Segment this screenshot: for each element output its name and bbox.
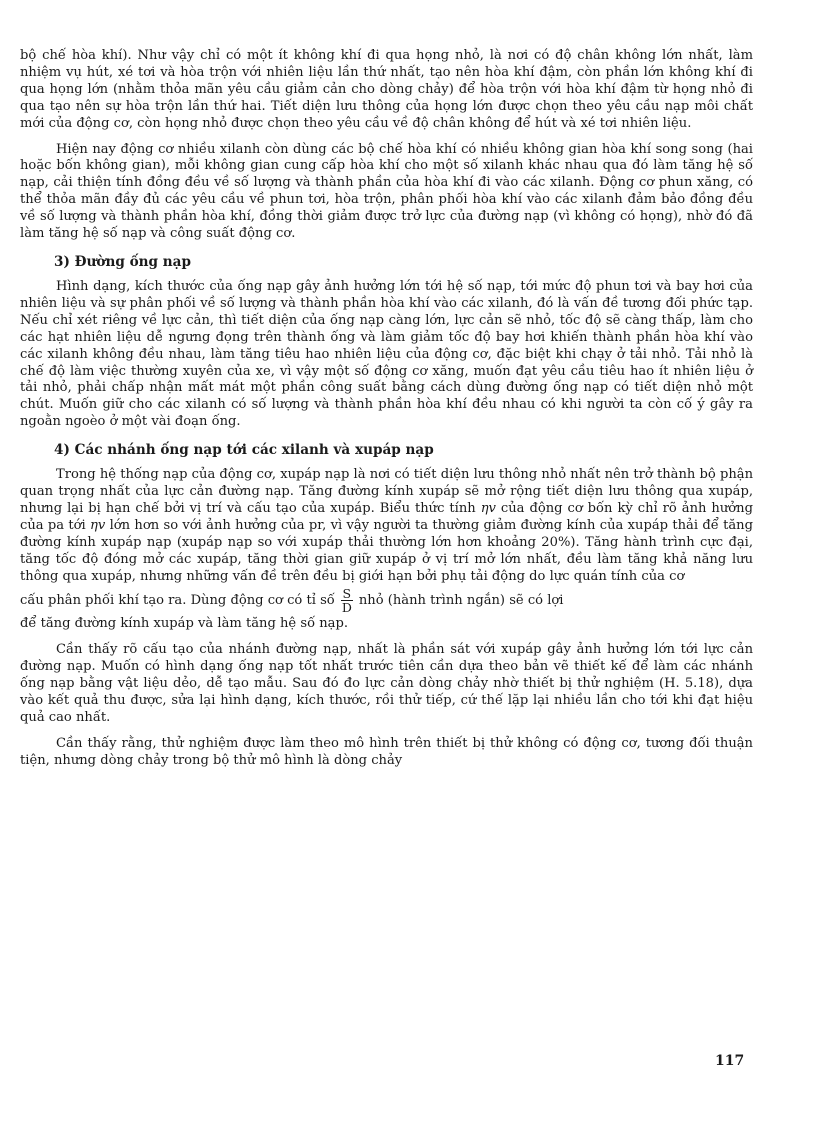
paragraph-valve-conclusion: để tăng đường kính xupáp và làm tăng hệ số nạp.: [20, 616, 349, 632]
text-run: cấu phân phối khí tạo ra. Dùng động cơ có tỉ số: [20, 592, 335, 608]
page-number: 117: [715, 1053, 745, 1069]
paragraph-intake-valve: [20, 467, 753, 585]
eta-v-symbol: ηv: [480, 500, 496, 516]
section-heading-intake-branches: 4) Các nhánh ống nạp tới các xilanh và xupáp nạp: [54, 442, 434, 459]
paragraph-carburetor-venturi: bộ chế hòa khí). Như vậy chỉ có một ít không khí đi qua họng nhỏ, là nơi có độ chân không lớn nhất, làm nhiệm vụ hút, xé tơi và hòa trộn với nhiên liệu lần thứ nhất, tạo nên hòa khí đậm, còn phần lớn không khí đi qua họng lớn (nhằm thỏa mãn yêu cầu giảm cản cho dòng chảy) để hòa trộn với hòa khí đậm từ họng nhỏ đi qua tạo nên sự hòa trộn lần thứ hai. Tiết diện lưu thông của họng lớn được chọn theo yêu cầu nạp môi chất mới của động cơ, còn họng nhỏ được chọn theo yêu cầu về độ chân không để hút và xé tơi nhiên liệu.: [20, 48, 753, 131]
paragraph-model-testing: Cần thấy rằng, thử nghiệm được làm theo mô hình trên thiết bị thử không có động cơ, tương đối thuận tiện, nhưng dòng chảy trong bộ thử mô hình là dòng chảy: [20, 735, 753, 768]
text-run: lớn hơn so với ảnh hưởng của pr, vì vậy người ta thường giảm đường kính của xupáp thải để tăng đường kính xupáp nạp (xupáp nạp so với xupáp thải thường lớn hơn khoảng 20%). Tăng hành trình cực đại, tăng tốc độ đóng mở các xupáp, tăng thời gian giữ xupáp ở vị trí mở lớn nhất, đều làm tăng khả năng lưu thông qua xupáp, nhưng những vấn đề trên đều bị giới hạn bởi phụ tải động do lực quán tính của cơ: [20, 517, 753, 584]
fraction-numerator: S: [342, 586, 352, 602]
eta-v-symbol: ηv: [90, 517, 106, 533]
fraction-denominator: D: [341, 600, 352, 616]
text-run: nhỏ (hành trình ngắn) sẽ có lợi: [358, 592, 564, 608]
document-page: [20, 48, 753, 770]
paragraph-branch-shape: Cần thấy rõ cấu tạo của nhánh đường nạp, nhất là phần sát với xupáp gây ảnh hưởng lớn tới lực cản đường nạp. Muốn có hình dạng ống nạp tốt nhất trước tiên cần dựa theo bản vẽ thiết kế để làm các nhánh ống nạp bằng vật liệu dẻo, dễ tạo mẫu. Sau đó đo lực cản dòng chảy nhờ thiết bị thử nghiệm (H. 5.18), dựa vào kết quả thu được, sửa lại hình dạng, kích thước, rồi thử tiếp, cứ thế lặp lại nhiều lần cho tới khi đạt hiệu quả cao nhất.: [20, 642, 753, 725]
section-heading-intake-pipe: 3) Đường ống nạp: [54, 253, 191, 270]
paragraph-intake-pipe: Hình dạng, kích thước của ống nạp gây ảnh hưởng lớn tới hệ số nạp, tới mức độ phun tơi và bay hơi của nhiên liệu và sự phân phối về số lượng và thành phần hòa khí vào các xilanh, đó là vấn đề tương đối phức tạp. Nếu chỉ xét riêng về lực cản, thì tiết diện của ống nạp càng lớn, lực cản sẽ nhỏ, tốc độ sẽ càng thấp, làm cho các hạt nhiên liệu dễ ngưng đọng trên thành ống và làm giảm tốc độ bay hơi khiến thành phần hòa khí vào các xilanh không đều nhau, làm tăng tiêu hao nhiên liệu của động cơ, đặc biệt khi chạy ở tải nhỏ. Tải nhỏ là chế độ làm việc thường xuyên của xe, vì vậy một số động cơ xăng, muốn đạt yêu cầu tiêu hao ít nhiên liệu ở tải nhỏ, phải chấp nhận mất mát một phần công suất bằng cách dùng đường ống nạp có tiết diện nhỏ một chút. Muốn giữ cho các xilanh có số lượng và thành phần hòa khí đều nhau có khi người ta còn cố ý gây ra ngoằn ngoèo ở một vài đoạn ống.: [20, 278, 753, 430]
stroke-bore-fraction: [340, 587, 354, 614]
text-run: Trong hệ thống nạp của động cơ, xupáp nạp là nơi có tiết diện lưu thông nhỏ nhất nên trở thành bộ phận quan trọng nhất của lực cản đường nạp. Tăng đường kính xupáp sẽ mở rộng tiết diện lưu thông qua xupáp, nhưng lại bị hạn chế bởi vị trí và cấu tạo của xupáp. Biểu thức tính: [20, 467, 753, 516]
stroke-bore-ratio-line: [20, 587, 753, 614]
paragraph-multi-barrel: Hiện nay động cơ nhiều xilanh còn dùng các bộ chế hòa khí có nhiều không gian hòa khí song song (hai hoặc bốn không gian), mỗi không gian cung cấp hòa khí cho một số xilanh khác nhau qua đó làm tăng hệ số nạp, cải thiện tính đồng đều về số lượng và thành phần của hòa khí đi vào các xilanh. Động cơ phun xăng, có thể thỏa mãn đầy đủ các yêu cầu về phun tơi, hòa trộn, phân phối hòa khí vào các xilanh đảm bảo đồng đều về số lượng và thành phần hòa khí, đồng thời giảm được trở lực của đường nạp (vì không có họng), nhờ đó đã làm tăng hệ số nạp và công suất động cơ.: [20, 141, 753, 242]
text-run: của động cơ bốn kỳ chỉ rõ ảnh hưởng của pa tới: [20, 500, 753, 533]
